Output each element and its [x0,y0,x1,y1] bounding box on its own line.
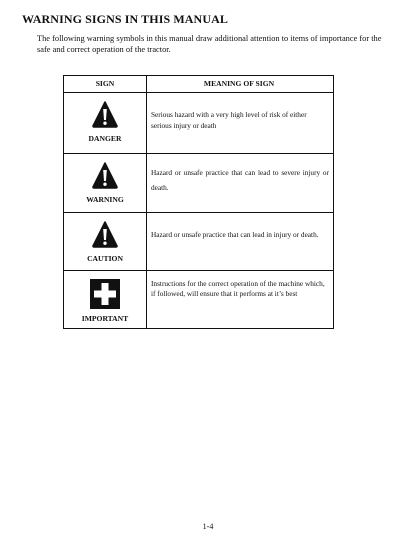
sign-cell [64,213,146,270]
sign-label: CAUTION [87,254,123,263]
warning-signs-table [63,75,334,329]
column-header-meaning: MEANING OF SIGN [203,79,275,88]
table-row-warning [64,154,333,213]
page-heading: WARNING SIGNS IN THIS MANUAL [22,12,228,26]
sign-label: DANGER [88,134,122,143]
table-header-row [64,76,333,93]
warning-triangle-icon [92,221,118,248]
sign-cell [64,154,146,212]
page-number: 1-4 [202,522,214,531]
table-row-important [64,271,333,328]
sign-cell [64,93,146,153]
sign-meaning: Instructions for the correct operation of the machine which, if followed, will ensure that it performs at it’s best [151,279,325,298]
cross-square-icon [90,279,120,309]
sign-meaning: Hazard or unsafe practice that can lead in injury or death. [151,230,319,239]
sign-label: WARNING [86,195,124,204]
warning-triangle-icon [92,101,118,128]
table-row-danger [64,93,333,154]
intro-paragraph: The following warning symbols in this manual draw additional attention to items of importance for the safe and correct operation of the tractor. [37,34,382,54]
sign-meaning: Serious hazard with a very high level of risk of either serious injury or death [151,110,307,130]
warning-triangle-icon [92,162,118,189]
sign-meaning: Hazard or unsafe practice that can lead to severe injury or death. [151,168,329,192]
sign-label: IMPORTANT [81,314,129,323]
sign-cell [64,271,146,328]
column-header-sign: SIGN [95,79,115,88]
table-row-caution [64,213,333,271]
